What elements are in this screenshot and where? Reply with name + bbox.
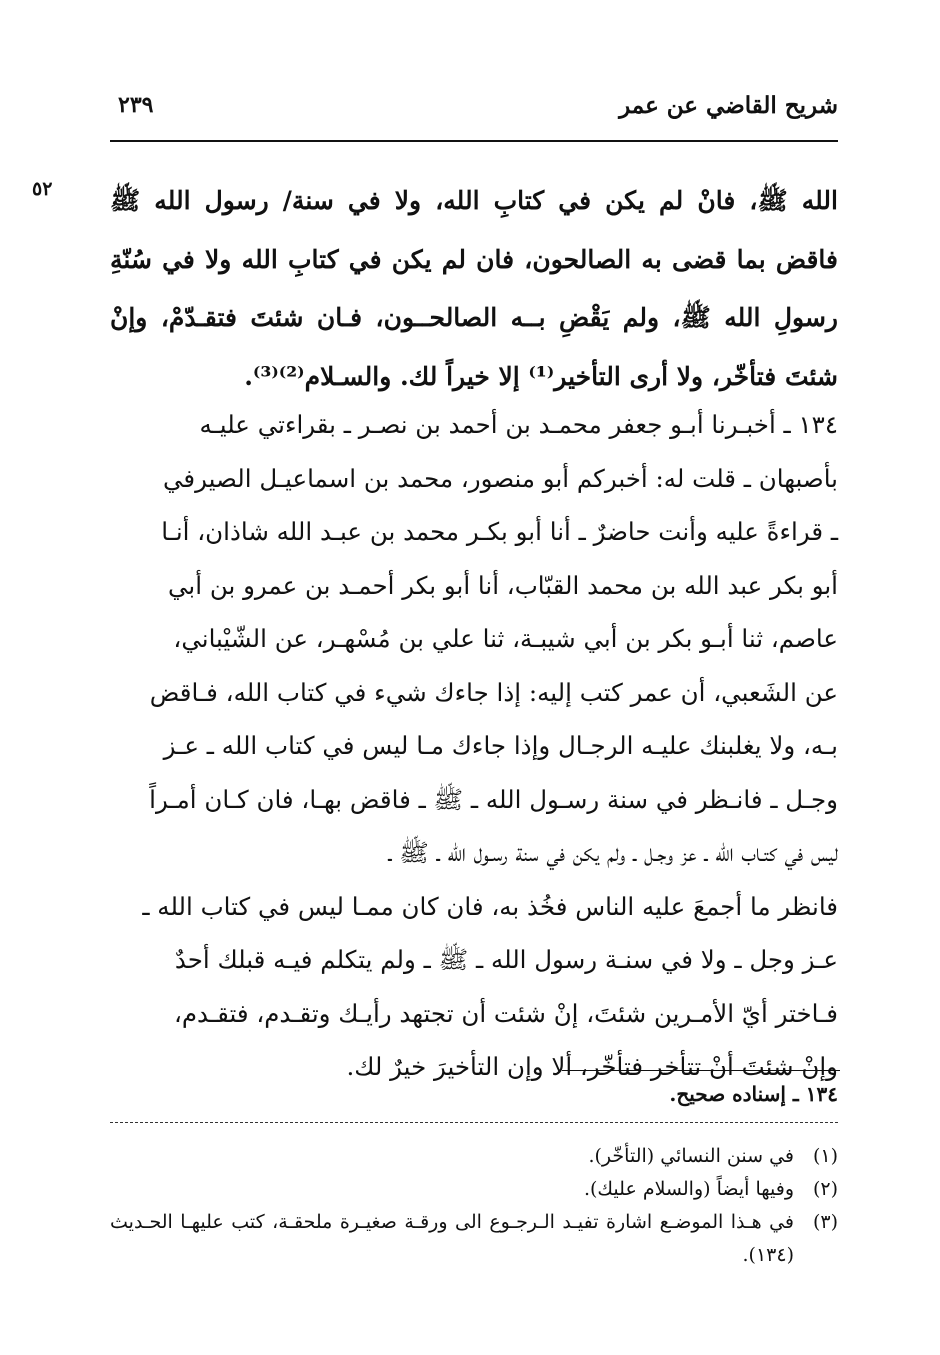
- text-line: عاصم، ثنا أبـو بكر بن أبي شيبـة، ثنا علي بن مُسْهـر، عن الشّيْباني،: [173, 624, 838, 653]
- margin-page-marker: ٥٢: [32, 178, 53, 200]
- footnote-text: في سنن النسائي (التأخّر).: [588, 1145, 794, 1167]
- text-line: ليس في كتـاب الله ـ عز وجـل ـ ولم يكن في سنة رسـول الله ـ ﷺ ـ: [388, 838, 838, 867]
- isnad-note: ١٣٤ ـ إسناده صحيح.: [669, 1082, 838, 1106]
- footnote-item: [110, 1173, 838, 1206]
- paragraph-letter-ending: [110, 172, 838, 406]
- footnote-item: [110, 1206, 838, 1272]
- footnote-number: (٢): [812, 1178, 838, 1200]
- footnotes: [110, 1140, 838, 1272]
- text-line: ـ قراءةً عليه وأنت حاضرٌ ـ أنا أبو بكـر محمد بن عبـد الله شاذان، أنـا: [161, 517, 838, 546]
- footnote-separator: [562, 1070, 840, 1071]
- text-line: وإنْ شئتَ أنْ تتأخر فتأخّر، ألا وإن التأخيرَ خيرٌ لك.: [346, 1052, 838, 1081]
- text-line: بـه، ولا يغلبنك عليـه الرجـال وإذا جاءك مـا ليس في كتاب الله ـ عـز: [163, 731, 838, 760]
- footnote-number: (٣): [812, 1211, 838, 1233]
- text-line: ١٣٤ ـ أخبـرنا أبـو جعفر محمـد بن أحمد بن نصـر ـ بقراءتي عليـه: [199, 410, 838, 439]
- footnote-item: [110, 1140, 838, 1173]
- text-line: عـز وجل ـ ولا في سنـة رسول الله ـ ﷺ ـ ولم يتكلم فيـه قبلك أحدٌ: [174, 945, 838, 974]
- running-title: شريح القاضي عن عمر: [619, 92, 838, 119]
- text-line: أبو بكر عبد الله بن محمد القبّاب، أنا أبو بكر أحمـد بن عمرو بن أبي: [167, 570, 838, 600]
- page-header: [110, 92, 838, 144]
- notes-separator: [110, 1122, 838, 1123]
- paragraph-hadith-134: [110, 398, 838, 1094]
- text-line: فـاختر أيّ الأمـرين شئتَ، إنْ شئت أن تجتهد رأيـك وتقـدم، فتقـدم،: [173, 998, 838, 1028]
- text-line: فانظر ما أجمعَ عليه الناس فخُذ به، فان كان ممـا ليس في كتاب الله ـ: [142, 891, 838, 921]
- text-line: بأصبهان ـ قلت له: أخبركم أبو منصور، محمد بن اسماعيـل الصيرفي: [163, 463, 838, 493]
- footnote-number: (١): [812, 1145, 838, 1167]
- paragraph-text: الله ﷺ، فانْ لم يكن في كتابِ الله، ولا في سنة/ رسول الله ﷺ فاقض بما قضى به الصالحون، فان لم يكن في كتابِ الله ولا في سُنّةِ رسولِ الله ﷺ، ولم يَقْضِ بــه الصالحــون، فـان شئتَ فتقـدّمْ، وإنْ شئتَ فتأخّر، ولا أرى التأخير⁽¹⁾ إلا خيراً لك. والسـلام⁽²⁾⁽³⁾.: [110, 186, 838, 391]
- text-line: عن الشَعبي، أن عمر كتب إليه: إذا جاءك شيء في كتاب الله، فـاقض: [149, 677, 838, 707]
- footnote-text: وفيها أيضاً (والسلام عليك).: [583, 1178, 794, 1200]
- footnote-text: في هـذا الموضـع اشارة تفيـد الـرجـوع الى ورقـة صغيـرة ملحقـة، كتب عليهـا الحـديث (١٣٤).: [110, 1211, 794, 1266]
- text-line: وجـل ـ فانـظر في سنة رسـول الله ـ ﷺ ـ فاقض بهـا، فان كـان أمـراً: [149, 784, 838, 814]
- page-number: ٢٣٩: [118, 92, 154, 118]
- header-rule: [110, 140, 838, 142]
